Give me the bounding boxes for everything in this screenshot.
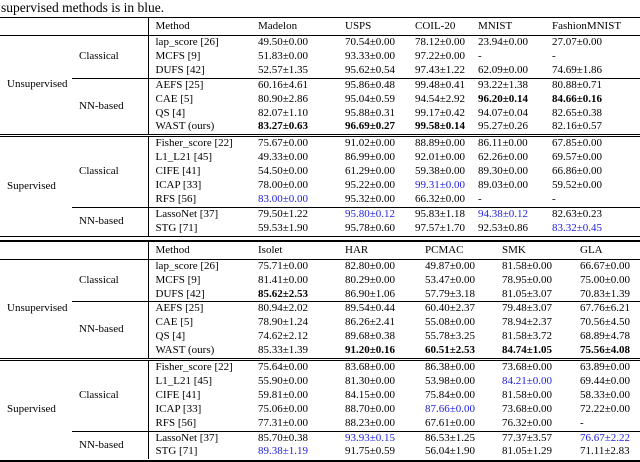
method-cell: L1_L21 [45] <box>148 151 251 165</box>
method-cell: STG [71] <box>148 445 251 459</box>
value-cell: 91.20±0.16 <box>345 344 396 357</box>
value-cell: 81.58±0.00 <box>502 259 553 272</box>
value-cell: 86.99±0.00 <box>345 151 396 164</box>
header-row <box>0 241 640 259</box>
method-cell: STG [71] <box>148 222 251 236</box>
subgroup-label: NN-based <box>72 431 148 459</box>
value-cell: 84.66±0.16 <box>552 92 603 105</box>
value-cell: 95.88±0.31 <box>345 106 396 119</box>
value-cell: 69.44±0.00 <box>580 374 631 387</box>
value-cell: 95.27±0.26 <box>478 120 529 133</box>
method-cell: MCFS [9] <box>148 274 251 288</box>
value-cell: 76.67±2.22 <box>573 431 640 445</box>
value-cell: 75.56±4.08 <box>580 344 631 357</box>
value-cell: 88.89±0.00 <box>408 136 471 151</box>
value-cell: 99.17±0.42 <box>415 106 466 119</box>
value-cell: 69.57±0.00 <box>552 151 603 164</box>
subgroup-label: Classical <box>79 49 119 62</box>
value-cell: 86.38±0.00 <box>418 360 495 375</box>
value-cell: 60.51±2.53 <box>425 344 476 357</box>
value-cell: 72.22±0.00 <box>580 402 631 415</box>
value-cell: 73.68±0.00 <box>502 402 553 415</box>
column-header: USPS <box>338 18 408 36</box>
value-cell: 85.62±2.53 <box>258 287 309 300</box>
column-header: Madelon <box>251 18 338 36</box>
method-cell: ICAP [33] <box>148 179 251 193</box>
value-cell: - <box>478 49 482 62</box>
table-row <box>0 431 640 445</box>
value-cell: 82.16±0.57 <box>552 120 603 133</box>
value-cell: 88.70±0.00 <box>345 402 396 415</box>
method-cell: Fisher_score [22] <box>148 136 251 151</box>
value-cell: 95.04±0.59 <box>345 92 396 105</box>
value-cell: 67.76±6.21 <box>573 302 640 316</box>
group-label: Unsupervised <box>7 78 68 91</box>
value-cell: 83.27±0.63 <box>258 120 309 133</box>
column-header: HAR <box>338 241 418 259</box>
value-cell: 92.53±0.86 <box>478 221 529 234</box>
value-cell: 95.83±1.18 <box>408 207 471 221</box>
value-cell: 86.11±0.00 <box>471 136 545 151</box>
value-cell: 49.33±0.00 <box>258 151 309 164</box>
value-cell: 84.15±0.00 <box>345 388 396 401</box>
value-cell: 75.67±0.00 <box>251 136 338 151</box>
method-cell: CIFE [41] <box>148 389 251 403</box>
value-cell: 66.86±0.00 <box>552 165 603 178</box>
value-cell: 89.54±0.44 <box>338 302 418 316</box>
value-cell: 86.53±1.25 <box>418 431 495 445</box>
value-cell: 60.16±4.61 <box>251 78 338 92</box>
value-cell: 99.48±0.41 <box>408 78 471 92</box>
value-cell: 99.58±0.14 <box>415 120 466 133</box>
value-cell: 59.53±1.90 <box>258 221 309 234</box>
value-cell: 93.22±1.38 <box>471 78 545 92</box>
value-cell: 84.21±0.00 <box>502 374 553 387</box>
method-cell: QS [4] <box>148 107 251 121</box>
value-cell: 23.94±0.00 <box>478 36 529 48</box>
value-cell: 76.32±0.00 <box>502 416 553 429</box>
value-cell: 78.94±2.37 <box>502 316 553 329</box>
value-cell: 59.52±0.00 <box>552 179 603 192</box>
value-cell: 82.65±0.38 <box>552 106 603 119</box>
value-cell: 79.50±1.22 <box>251 207 338 221</box>
column-header: GLA <box>573 241 640 259</box>
value-cell: 70.56±4.50 <box>580 316 631 329</box>
value-cell: - <box>478 192 482 205</box>
value-cell: 88.23±0.00 <box>345 416 396 429</box>
value-cell: 81.30±0.00 <box>345 374 396 387</box>
value-cell: 97.57±1.70 <box>415 221 466 234</box>
value-cell: 95.78±0.60 <box>345 221 396 234</box>
method-cell: DUFS [42] <box>148 64 251 78</box>
value-cell: 85.70±0.38 <box>251 431 338 445</box>
value-cell: 73.68±0.00 <box>495 360 573 375</box>
value-cell: 74.69±1.86 <box>552 63 603 76</box>
column-header: MNIST <box>471 18 545 36</box>
value-cell: 83.32±0.45 <box>552 221 603 234</box>
header-empty-cell <box>72 18 148 36</box>
value-cell: 96.20±0.14 <box>478 92 529 105</box>
subgroup-label: NN-based <box>72 207 148 235</box>
value-cell: 80.88±0.71 <box>545 78 640 92</box>
column-header: SMK <box>495 241 573 259</box>
method-cell: WAST (ours) <box>148 344 251 359</box>
value-cell: 95.80±0.12 <box>338 207 408 221</box>
method-cell: LassoNet [37] <box>148 431 251 445</box>
header-empty-cell <box>0 241 72 259</box>
value-cell: 75.71±0.00 <box>258 259 309 272</box>
value-cell: 95.86±0.48 <box>338 78 408 92</box>
value-cell: 54.50±0.00 <box>258 165 309 178</box>
value-cell: 83.68±0.00 <box>338 360 418 375</box>
subgroup-label: NN-based <box>72 302 148 360</box>
method-cell: DUFS [42] <box>148 288 251 302</box>
value-cell: 80.90±2.86 <box>258 92 309 105</box>
value-cell: 89.38±1.19 <box>258 445 309 458</box>
value-cell: 77.31±0.00 <box>258 416 309 429</box>
method-cell: QS [4] <box>148 330 251 344</box>
column-header: COIL-20 <box>408 18 471 36</box>
value-cell: 95.32±0.00 <box>345 192 396 205</box>
value-cell: 80.94±2.02 <box>251 302 338 316</box>
method-cell: LassoNet [37] <box>148 207 251 221</box>
value-cell: 94.38±0.12 <box>471 207 545 221</box>
value-cell: 49.87±0.00 <box>425 259 476 272</box>
value-cell: 53.98±0.00 <box>425 374 476 387</box>
value-cell: 78.00±0.00 <box>258 179 309 192</box>
value-cell: 78.90±1.24 <box>258 316 309 329</box>
value-cell: 87.66±0.00 <box>425 402 476 415</box>
subgroup-label: NN-based <box>72 78 148 136</box>
group-label: Supervised <box>0 360 72 460</box>
value-cell: 81.05±1.29 <box>502 445 553 458</box>
table-row <box>0 259 640 273</box>
value-cell: 94.07±0.04 <box>478 106 529 119</box>
value-cell: 91.75±0.59 <box>345 445 396 458</box>
value-cell: 86.90±1.06 <box>345 287 396 300</box>
value-cell: 83.00±0.00 <box>258 192 309 205</box>
header-empty-cell <box>72 241 148 259</box>
value-cell: 86.26±2.41 <box>345 316 396 329</box>
value-cell: 81.41±0.00 <box>258 273 309 286</box>
results-table-tabular-datasets <box>0 241 640 460</box>
value-cell: 78.95±0.00 <box>502 273 553 286</box>
value-cell: 95.22±0.00 <box>345 179 396 192</box>
method-cell: RFS [56] <box>148 417 251 431</box>
value-cell: 75.00±0.00 <box>580 273 631 286</box>
group-label: Supervised <box>0 136 72 236</box>
value-cell: 95.62±0.54 <box>345 63 396 76</box>
value-cell: 59.38±0.00 <box>415 165 466 178</box>
value-cell: 75.84±0.00 <box>425 388 476 401</box>
header-empty-cell <box>0 18 72 36</box>
value-cell: 55.78±3.25 <box>425 330 476 343</box>
value-cell: 97.22±0.00 <box>415 49 466 62</box>
value-cell: 51.83±0.00 <box>258 49 309 62</box>
value-cell: 79.48±3.07 <box>495 302 573 316</box>
column-header: Method <box>148 18 251 36</box>
method-cell: L1_L21 [45] <box>148 375 251 389</box>
value-cell: 81.05±3.07 <box>502 287 553 300</box>
table-row <box>0 360 640 375</box>
method-cell: CAE [5] <box>148 316 251 330</box>
subgroup-label: Classical <box>72 360 148 432</box>
method-cell: lap_score [26] <box>148 259 251 273</box>
value-cell: 66.32±0.00 <box>415 192 466 205</box>
value-cell: 93.93±0.15 <box>338 431 418 445</box>
value-cell: 55.90±0.00 <box>258 374 309 387</box>
value-cell: 57.79±3.18 <box>425 287 476 300</box>
value-cell: 68.89±4.78 <box>580 330 631 343</box>
value-cell: 27.07±0.00 <box>552 36 603 48</box>
column-header: Method <box>148 241 251 259</box>
value-cell: 82.80±0.00 <box>345 259 396 272</box>
value-cell: 77.37±3.57 <box>495 431 573 445</box>
value-cell: 60.40±2.37 <box>418 302 495 316</box>
value-cell: 62.26±0.00 <box>478 151 529 164</box>
value-cell: 96.69±0.27 <box>345 120 396 133</box>
method-cell: CAE [5] <box>148 93 251 107</box>
value-cell: 99.31±0.00 <box>415 179 466 192</box>
table-row <box>0 136 640 151</box>
value-cell: - <box>580 416 584 429</box>
value-cell: 94.54±2.92 <box>415 92 466 105</box>
subgroup-label: Classical <box>72 136 148 208</box>
value-cell: 84.74±1.05 <box>502 344 553 357</box>
method-cell: CIFE [41] <box>148 165 251 179</box>
method-cell: Fisher_score [22] <box>148 360 251 375</box>
table-row <box>0 302 640 316</box>
value-cell: 66.67±0.00 <box>580 259 631 272</box>
results-table-image-datasets <box>0 17 640 236</box>
value-cell: 70.83±1.39 <box>580 287 631 300</box>
value-cell: 71.11±2.83 <box>580 445 630 458</box>
value-cell: 53.47±0.00 <box>425 273 476 286</box>
table-row <box>0 78 640 92</box>
method-cell: RFS [56] <box>148 193 251 207</box>
method-cell: AEFS [25] <box>148 302 251 316</box>
value-cell: 62.09±0.00 <box>478 63 529 76</box>
value-cell: 74.62±2.12 <box>258 330 309 343</box>
group-label: Unsupervised <box>7 301 68 314</box>
value-cell: 91.02±0.00 <box>338 136 408 151</box>
method-cell: MCFS [9] <box>148 50 251 64</box>
value-cell: 82.63±0.23 <box>545 207 640 221</box>
method-cell: lap_score [26] <box>148 36 251 50</box>
value-cell: 58.33±0.00 <box>580 388 631 401</box>
value-cell: 89.03±0.00 <box>478 179 529 192</box>
value-cell: 82.07±1.10 <box>258 106 309 119</box>
column-header: Isolet <box>251 241 338 259</box>
value-cell: 67.85±0.00 <box>545 136 640 151</box>
column-header: FashionMNIST <box>545 18 640 36</box>
value-cell: 97.43±1.22 <box>415 63 466 76</box>
value-cell: 52.57±1.35 <box>258 63 309 76</box>
table-row <box>0 36 640 50</box>
method-cell: ICAP [33] <box>148 403 251 417</box>
value-cell: 89.68±0.38 <box>345 330 396 343</box>
value-cell: 63.89±0.00 <box>573 360 640 375</box>
value-cell: - <box>552 192 556 205</box>
column-header: PCMAC <box>418 241 495 259</box>
value-cell: 92.01±0.00 <box>415 151 466 164</box>
value-cell: 78.12±0.00 <box>415 36 466 48</box>
value-cell: - <box>552 49 556 62</box>
value-cell: 75.06±0.00 <box>258 402 309 415</box>
value-cell: 59.81±0.00 <box>258 388 309 401</box>
value-cell: 81.58±3.72 <box>502 330 553 343</box>
subgroup-label: Classical <box>79 273 119 286</box>
results-tables <box>0 17 640 459</box>
value-cell: 89.30±0.00 <box>478 165 529 178</box>
method-cell: WAST (ours) <box>148 120 251 135</box>
value-cell: 55.08±0.00 <box>425 316 476 329</box>
table-caption-fragment: supervised methods is in blue. <box>1 0 165 15</box>
value-cell: 81.58±0.00 <box>502 388 553 401</box>
value-cell: 61.29±0.00 <box>345 165 396 178</box>
value-cell: 49.50±0.00 <box>258 36 309 48</box>
value-cell: 70.54±0.00 <box>345 36 396 48</box>
value-cell: 56.04±1.90 <box>425 445 476 458</box>
method-cell: AEFS [25] <box>148 78 251 92</box>
value-cell: 75.64±0.00 <box>251 360 338 375</box>
table-row <box>0 207 640 221</box>
value-cell: 85.33±1.39 <box>258 344 309 357</box>
value-cell: 93.33±0.00 <box>345 49 396 62</box>
header-row <box>0 18 640 36</box>
value-cell: 67.61±0.00 <box>425 416 476 429</box>
value-cell: 80.29±0.00 <box>345 273 396 286</box>
